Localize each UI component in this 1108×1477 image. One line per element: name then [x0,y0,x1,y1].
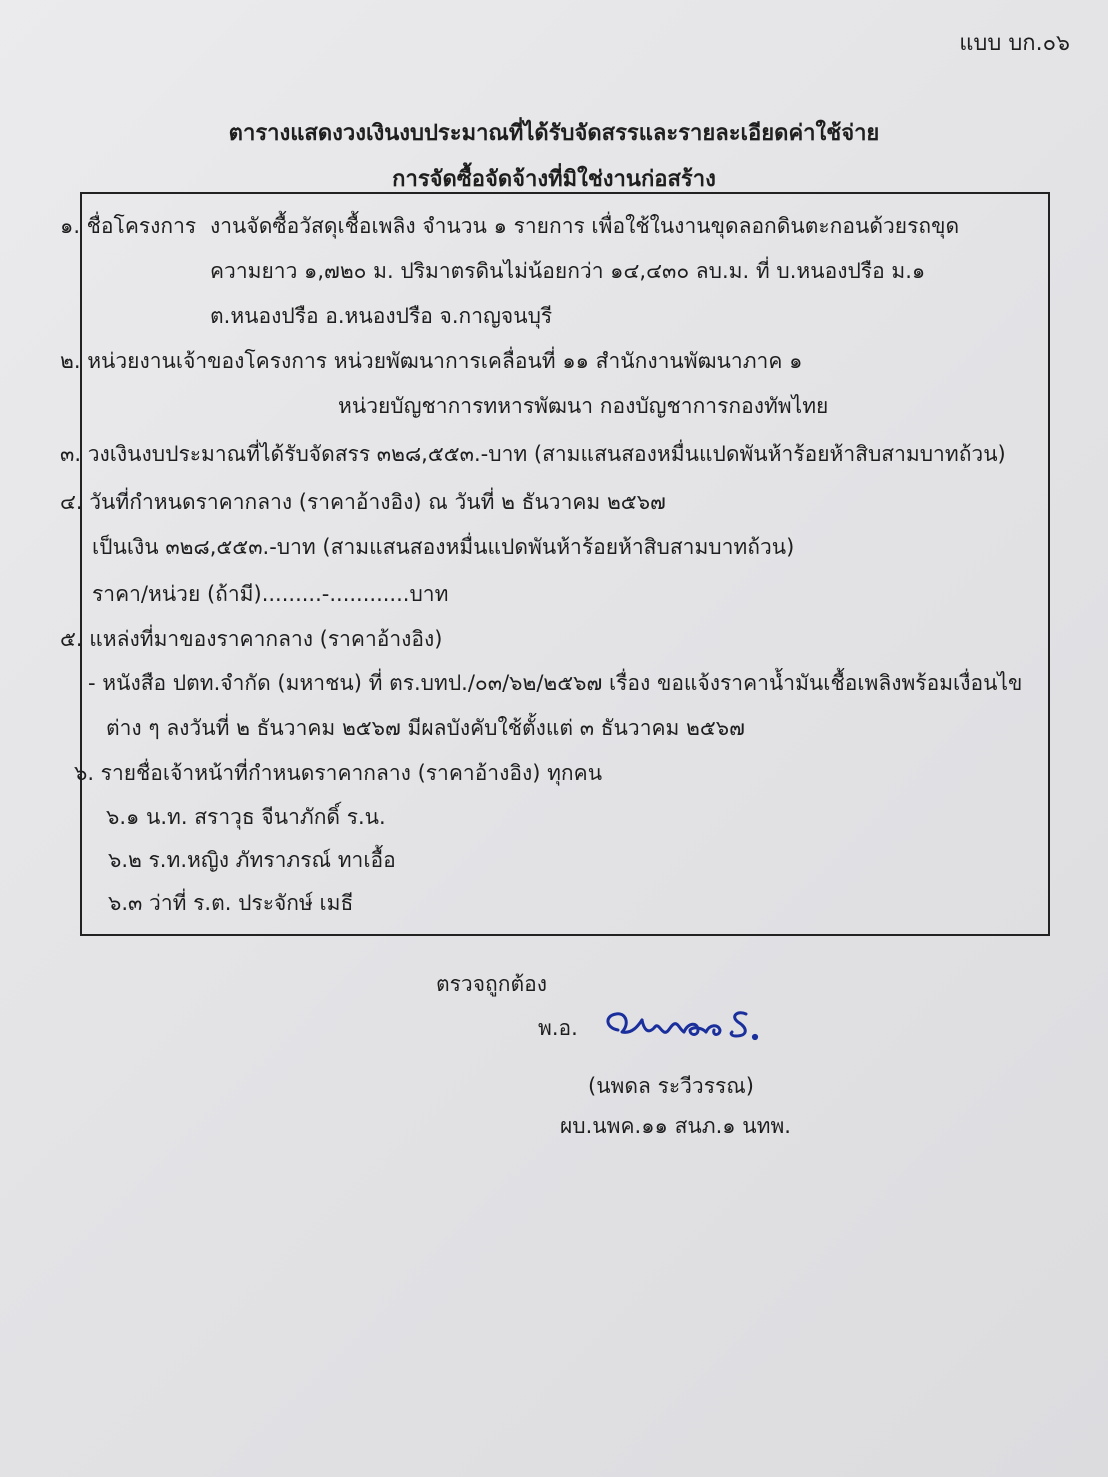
item1-project-name: งานจัดซื้อวัสดุเชื้อเพลิง จำนวน ๑ รายการ เพื่อใช้ในงานขุดลอกดินตะกอนด้วยรถขุด [210,214,960,238]
item1-project-location: ต.หนองปรือ อ.หนองปรือ จ.กาญจนบุรี [210,304,553,328]
document-title: ตารางแสดงวงเงินงบประมาณที่ได้รับจัดสรรและรายละเอียดค่าใช้จ่าย [228,121,880,146]
item5-source-letter: - หนังสือ ปตท.จำกัด (มหาชน) ที่ ตร.บทป./๐๓/๖๒/๒๕๖๗ เรื่อง ขอแจ้งราคาน้ำมันเชื้อเพลิงพร้อมเงื่อนไข [88,671,1023,695]
item5-source-heading: ๕. แหล่งที่มาของราคากลาง (ราคาอ้างอิง) [60,627,443,651]
item4-amount: เป็นเงิน ๓๒๘,๕๕๓.-บาท (สามแสนสองหมื่นแปดพันห้าร้อยห้าสิบสามบาทถ้วน) [92,535,795,559]
item6-officer-2: ๖.๒ ร.ท.หญิง ภัทราภรณ์ ทาเอื้อ [108,848,396,872]
item3-budget: ๓. วงเงินงบประมาณที่ได้รับจัดสรร ๓๒๘,๕๕๓.-บาท (สามแสนสองหมื่นแปดพันห้าร้อยห้าสิบสามบาทถ้วน) [60,442,1006,466]
form-code: แบบ บก.๐๖ [959,31,1070,56]
item1-project-detail: ความยาว ๑,๗๒๐ ม. ปริมาตรดินไม่น้อยกว่า ๑๔,๔๓๐ ลบ.ม. ที่ บ.หนองปรือ ม.๑ [210,259,926,283]
item6-officer-3: ๖.๓ ว่าที่ ร.ต. ประจักษ์ เมธี [108,891,354,915]
signer-rank: พ.อ. [538,1016,578,1040]
signer-name: (นพดล ระวีวรรณ) [588,1074,754,1098]
item2-owner-parent: หน่วยบัญชาการทหารพัฒนา กองบัญชาการกองทัพไทย [338,394,829,418]
item6-officer-1: ๖.๑ น.ท. สราวุธ จีนาภักดิ์ ร.น. [106,805,386,829]
item2-owner-unit: ๒. หน่วยงานเจ้าของโครงการ หน่วยพัฒนาการเคลื่อนที่ ๑๑ สำนักงานพัฒนาภาค ๑ [60,349,803,373]
signer-position: ผบ.นพค.๑๑ สนภ.๑ นทพ. [560,1114,791,1138]
item4-unit-price: ราคา/หน่วย (ถ้ามี).........-............บาท [92,582,449,606]
document-subtitle: การจัดซื้อจัดจ้างที่มิใช่งานก่อสร้าง [392,167,716,192]
item5-source-date: ต่าง ๆ ลงวันที่ ๒ ธันวาคม ๒๕๖๗ มีผลบังคับใช้ตั้งแต่ ๓ ธันวาคม ๒๕๖๗ [106,716,745,740]
handwritten-signature [598,1004,768,1050]
item4-date: ๔. วันที่กำหนดราคากลาง (ราคาอ้างอิง) ณ วันที่ ๒ ธันวาคม ๒๕๖๗ [60,490,666,514]
item1-label: ๑. ชื่อโครงการ [60,214,197,238]
item6-officers-heading: ๖. รายชื่อเจ้าหน้าที่กำหนดราคากลาง (ราคาอ้างอิง) ทุกคน [74,761,603,785]
verified-label: ตรวจถูกต้อง [436,972,547,996]
